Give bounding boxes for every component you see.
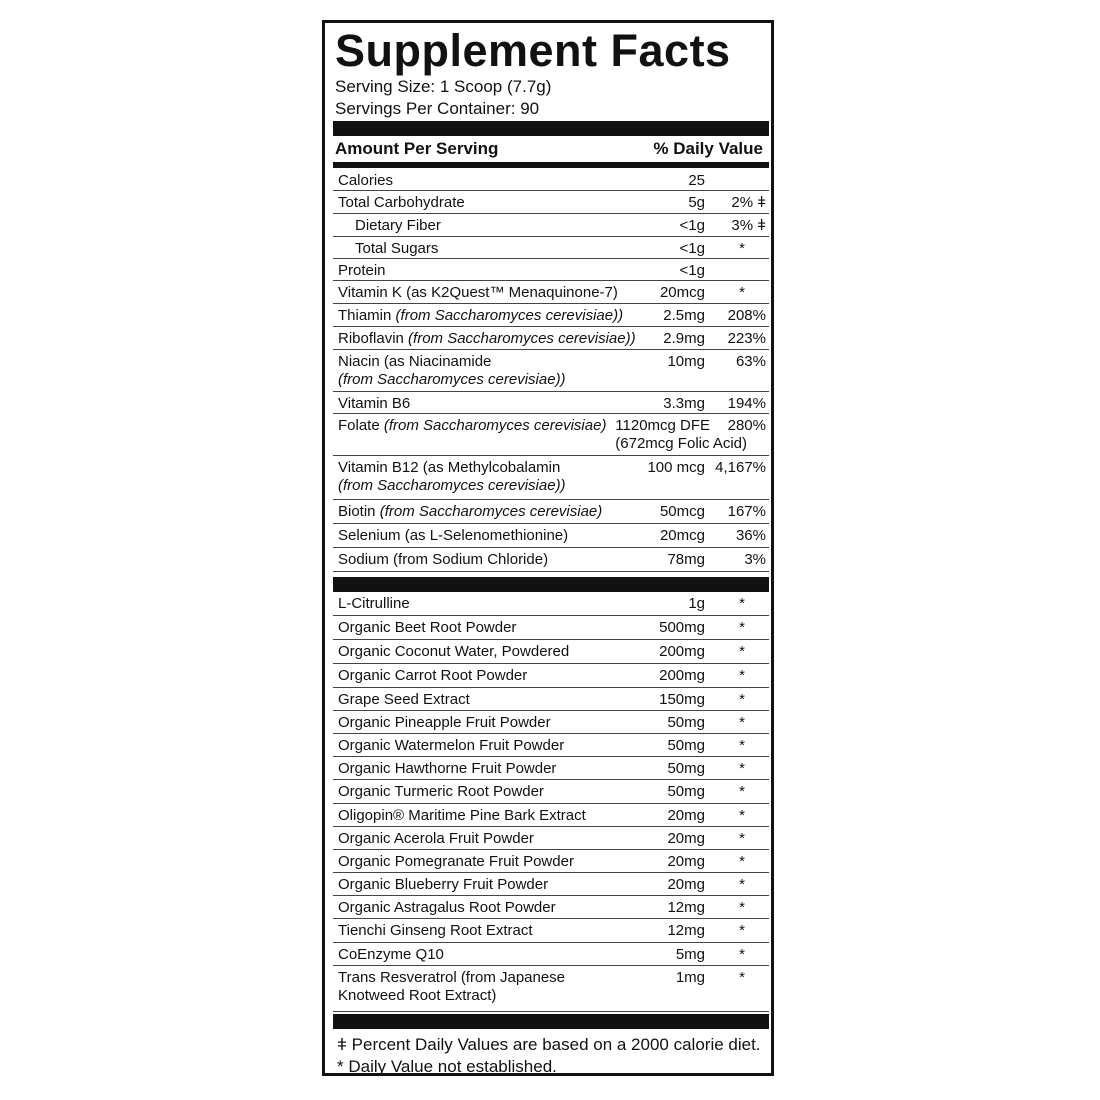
ingredient-name xyxy=(338,830,534,848)
thick-divider-3 xyxy=(333,1014,769,1029)
nutrient-row xyxy=(333,191,769,214)
ingredient-label: Organic Pomegranate Fruit Powder xyxy=(338,853,574,870)
ingredient-name xyxy=(338,760,556,778)
nutrient-amount: 50mcg xyxy=(659,503,705,520)
nutrient-label: Biotin xyxy=(338,503,376,520)
ingredient-daily-value: * xyxy=(739,922,745,939)
ingredient-daily-value: * xyxy=(739,595,745,612)
ingredient-row xyxy=(333,757,769,780)
nutrient-name xyxy=(338,459,566,495)
ingredient-name xyxy=(338,714,551,732)
ingredient-daily-value: * xyxy=(739,969,745,986)
nutrient-label: Vitamin B12 (as Methylcobalamin xyxy=(338,459,561,476)
nutrient-source: (from Saccharomyces cerevisiae)) xyxy=(338,371,566,388)
ingredient-amount: 5mg xyxy=(675,946,705,963)
ingredient-label: Trans Resveratrol (from Japanese xyxy=(338,969,566,986)
nutrient-daily-value: 280% xyxy=(727,417,766,434)
ingredient-row xyxy=(333,780,769,804)
nutrient-amount: 25 xyxy=(688,172,705,189)
daily-value-label: % Daily Value xyxy=(653,139,763,158)
ingredient-amount: 200mg xyxy=(659,667,705,684)
nutrient-source: (from Saccharomyces cerevisiae)) xyxy=(395,307,624,324)
nutrient-amount: 2.9mg xyxy=(663,330,705,347)
ingredient-daily-value: * xyxy=(739,760,745,777)
ingredient-row xyxy=(333,827,769,850)
nutrient-daily-value: 194% xyxy=(727,395,766,412)
servings-per-container: Servings Per Container: 90 xyxy=(335,99,540,118)
ingredient-label: Organic Watermelon Fruit Powder xyxy=(338,737,565,754)
ingredient-daily-value: * xyxy=(739,853,745,870)
nutrient-source: (from Saccharomyces cerevisiae)) xyxy=(408,330,636,347)
nutrient-row xyxy=(333,304,769,327)
ingredient-daily-value: * xyxy=(739,619,745,636)
ingredient-row xyxy=(333,640,769,664)
ingredient-daily-value: * xyxy=(739,667,745,684)
nutrient-label: Total Carbohydrate xyxy=(338,194,465,211)
ingredient-amount: 20mg xyxy=(667,853,705,870)
nutrient-name xyxy=(338,284,618,302)
ingredient-name xyxy=(338,946,444,964)
nutrient-daily-value: * xyxy=(739,240,745,257)
ingredient-amount: 50mg xyxy=(667,760,705,777)
ingredient-daily-value: * xyxy=(739,714,745,731)
nutrient-label: Sodium (from Sodium Chloride) xyxy=(338,551,549,568)
nutrient-source: (from Saccharomyces cerevisiae)) xyxy=(338,477,566,494)
ingredient-amount: 50mg xyxy=(667,737,705,754)
ingredient-label-continued: Knotweed Root Extract) xyxy=(338,987,497,1004)
ingredient-label: CoEnzyme Q10 xyxy=(338,946,444,963)
ingredient-name xyxy=(338,922,533,940)
ingredient-amount: 20mg xyxy=(667,830,705,847)
ingredient-name xyxy=(338,619,516,637)
ingredient-row xyxy=(333,711,769,734)
medium-divider xyxy=(333,162,769,168)
ingredient-name xyxy=(338,969,565,1005)
nutrient-label: Calories xyxy=(338,172,394,189)
nutrient-amount: <1g xyxy=(679,240,705,257)
nutrient-name xyxy=(338,551,548,569)
nutrient-name xyxy=(355,240,438,258)
nutrient-name xyxy=(338,262,386,280)
ingredient-label: Organic Pineapple Fruit Powder xyxy=(338,714,551,731)
ingredient-amount: 20mg xyxy=(667,807,705,824)
ingredient-row xyxy=(333,664,769,688)
ingredient-label: Organic Hawthorne Fruit Powder xyxy=(338,760,557,777)
ingredient-name xyxy=(338,595,410,613)
ingredient-name xyxy=(338,667,527,685)
ingredient-row xyxy=(333,943,769,966)
nutrient-amount: 20mcg xyxy=(659,284,705,301)
nutrient-label: Dietary Fiber xyxy=(355,217,441,234)
ingredient-label: Organic Turmeric Root Powder xyxy=(338,783,544,800)
ingredient-label: Organic Beet Root Powder xyxy=(338,619,517,636)
nutrient-label: Total Sugars xyxy=(355,240,439,257)
nutrient-label: Niacin (as Niacinamide xyxy=(338,353,492,370)
ingredient-name xyxy=(338,853,574,871)
nutrient-row xyxy=(333,281,769,304)
ingredient-row xyxy=(333,688,769,711)
panel-title: Supplement Facts xyxy=(335,25,731,76)
nutrient-amount: 100 mcg xyxy=(647,459,705,476)
nutrient-amount-secondary: (672mcg Folic Acid) xyxy=(615,435,747,452)
nutrient-name xyxy=(355,217,441,235)
nutrient-amount: 3.3mg xyxy=(663,395,705,412)
ingredient-name xyxy=(338,783,544,801)
nutrient-row xyxy=(333,350,769,392)
nutrient-row xyxy=(333,500,769,524)
ingredient-amount: 1mg xyxy=(675,969,705,986)
ingredient-amount: 20mg xyxy=(667,876,705,893)
nutrient-name xyxy=(338,395,410,413)
nutrient-row xyxy=(333,548,769,572)
amount-per-serving-label: Amount Per Serving xyxy=(335,139,499,158)
nutrient-amount: 5g xyxy=(688,194,705,211)
nutrient-daily-value: 223% xyxy=(727,330,766,347)
ingredient-name xyxy=(338,643,569,661)
nutrient-source: (from Saccharomyces cerevisiae) xyxy=(383,417,607,434)
nutrient-name xyxy=(338,353,566,389)
ingredient-amount: 50mg xyxy=(667,783,705,800)
supplement-facts-panel xyxy=(322,20,774,1076)
ingredient-label: Organic Acerola Fruit Powder xyxy=(338,830,534,847)
nutrient-amount: <1g xyxy=(679,262,705,279)
nutrient-label: Thiamin xyxy=(338,307,392,324)
ingredient-name xyxy=(338,691,470,709)
ingredient-daily-value: * xyxy=(739,643,745,660)
footnote-daily-values: ǂ Percent Daily Values are based on a 2000 calorie diet. xyxy=(337,1035,761,1054)
nutrient-row xyxy=(333,327,769,350)
ingredient-daily-value: * xyxy=(739,946,745,963)
ingredient-row xyxy=(333,804,769,827)
ingredient-row xyxy=(333,592,769,616)
ingredient-daily-value: * xyxy=(739,876,745,893)
nutrient-name xyxy=(338,172,393,190)
ingredient-daily-value: * xyxy=(739,830,745,847)
nutrient-label: Selenium (as L-Selenomethionine) xyxy=(338,527,569,544)
ingredient-row xyxy=(333,616,769,640)
ingredient-name xyxy=(338,899,556,917)
footnote-not-established: * Daily Value not established. xyxy=(337,1057,557,1076)
ingredient-label: Organic Astragalus Root Powder xyxy=(338,899,556,916)
nutrient-row xyxy=(333,414,769,456)
serving-size: Serving Size: 1 Scoop (7.7g) xyxy=(335,77,552,96)
nutrient-row xyxy=(333,214,769,237)
ingredient-row xyxy=(333,966,769,1012)
nutrient-row xyxy=(333,456,769,500)
ingredient-row xyxy=(333,734,769,757)
nutrient-daily-value: 208% xyxy=(727,307,766,324)
nutrient-row xyxy=(333,259,769,281)
nutrient-amount: 20mcg xyxy=(659,527,705,544)
ingredient-row xyxy=(333,896,769,919)
nutrient-row xyxy=(333,524,769,548)
nutrient-daily-value: 2% ǂ xyxy=(731,194,766,211)
ingredient-daily-value: * xyxy=(739,691,745,708)
ingredient-daily-value: * xyxy=(739,737,745,754)
nutrient-daily-value: 36% xyxy=(735,527,766,544)
nutrient-amount-primary: 1120mcg DFE xyxy=(615,417,711,434)
nutrient-daily-value: 63% xyxy=(735,353,766,370)
nutrient-label: Vitamin K (as K2Quest™ Menaquinone-7) xyxy=(338,284,618,301)
thick-divider-2 xyxy=(333,577,769,592)
ingredient-amount: 500mg xyxy=(659,619,705,636)
ingredient-amount: 12mg xyxy=(667,899,705,916)
ingredient-daily-value: * xyxy=(739,783,745,800)
ingredient-daily-value: * xyxy=(739,899,745,916)
ingredient-name xyxy=(338,876,548,894)
nutrient-name xyxy=(338,527,568,545)
ingredient-name xyxy=(338,737,564,755)
nutrient-name xyxy=(338,417,606,435)
nutrient-name xyxy=(338,330,636,348)
ingredient-row xyxy=(333,873,769,896)
nutrient-row xyxy=(333,169,769,191)
nutrient-daily-value: 4,167% xyxy=(715,459,766,476)
nutrient-label: Folate xyxy=(338,417,380,434)
nutrient-daily-value: 167% xyxy=(727,503,766,520)
nutrient-label: Protein xyxy=(338,262,386,279)
ingredient-label: Oligopin® Maritime Pine Bark Extract xyxy=(338,807,586,824)
nutrient-name xyxy=(338,307,623,325)
ingredient-label: Tienchi Ginseng Root Extract xyxy=(338,922,533,939)
nutrient-row xyxy=(333,392,769,414)
nutrient-amount: 10mg xyxy=(667,353,705,370)
ingredient-amount: 150mg xyxy=(659,691,705,708)
ingredient-row xyxy=(333,850,769,873)
thick-divider xyxy=(333,121,769,136)
nutrient-label: Vitamin B6 xyxy=(338,395,411,412)
ingredient-amount: 50mg xyxy=(667,714,705,731)
ingredient-amount: 1g xyxy=(688,595,705,612)
ingredient-amount: 200mg xyxy=(659,643,705,660)
nutrient-row xyxy=(333,237,769,259)
nutrient-daily-value: 3% xyxy=(744,551,766,568)
ingredient-label: L-Citrulline xyxy=(338,595,410,612)
nutrient-amount: 78mg xyxy=(667,551,705,568)
ingredient-label: Organic Blueberry Fruit Powder xyxy=(338,876,549,893)
nutrient-amount: 2.5mg xyxy=(663,307,705,324)
nutrient-label: Riboflavin xyxy=(338,330,404,347)
ingredient-label: Organic Carrot Root Powder xyxy=(338,667,528,684)
ingredient-label: Organic Coconut Water, Powdered xyxy=(338,643,570,660)
nutrient-amount: <1g xyxy=(679,217,705,234)
ingredient-amount: 12mg xyxy=(667,922,705,939)
nutrient-daily-value: * xyxy=(739,284,745,301)
ingredient-daily-value: * xyxy=(739,807,745,824)
nutrient-daily-value: 3% ǂ xyxy=(731,217,766,234)
column-header xyxy=(335,138,763,160)
nutrient-source: (from Saccharomyces cerevisiae) xyxy=(379,503,603,520)
ingredient-row xyxy=(333,919,769,943)
ingredient-name xyxy=(338,807,586,825)
nutrient-name xyxy=(338,503,602,521)
ingredient-label: Grape Seed Extract xyxy=(338,691,470,708)
nutrient-name xyxy=(338,194,465,212)
